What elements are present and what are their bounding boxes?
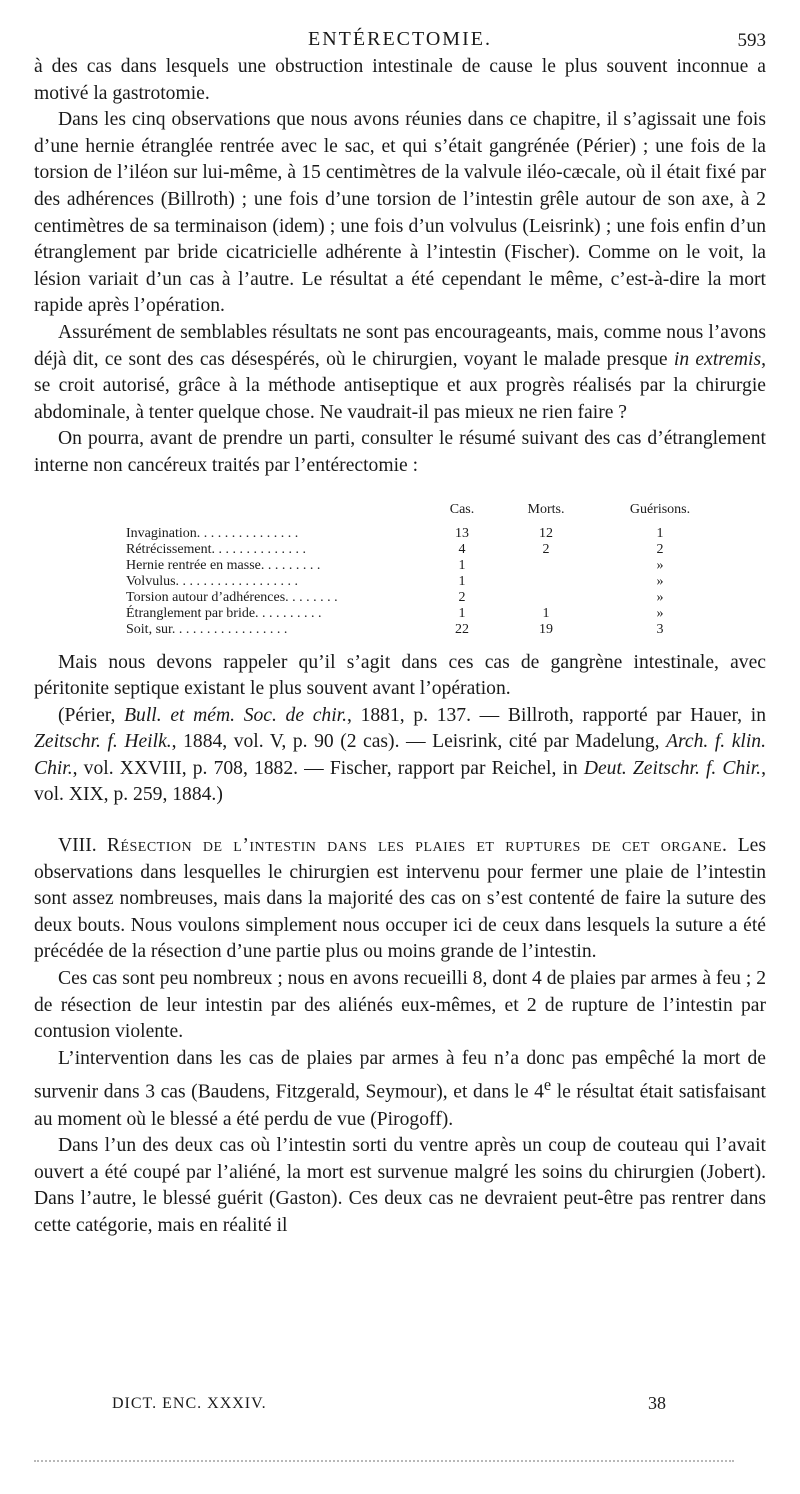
cell-cas: 4 [458, 541, 466, 557]
running-title: ENTÉRECTOMIE. [308, 28, 492, 50]
table-row [126, 606, 716, 622]
table-row-total [126, 622, 716, 638]
row-label: Étranglement par bride. . . . . . . . . . [126, 605, 322, 621]
cell-morts [488, 558, 604, 574]
page [34, 24, 766, 1240]
text-run: , vol. XXVIII, p. 708, 1882. — Fischer, rapport par Reichel, in [72, 757, 584, 779]
cell-morts [488, 590, 604, 606]
row-label: Rétrécissement. . . . . . . . . . . . . . [126, 541, 307, 557]
paragraph-5: Mais nous devons rappeler qu’il s’agit dans ces cas de gangrène intestinale, avec péritonite septique existant le plus souvent avant l’opération. [34, 651, 766, 700]
italic-citation: Arch. f. klin. Chir. [34, 731, 766, 779]
row-label: Soit, sur. . . . . . . . . . . . . . . . . [126, 621, 288, 637]
header-morts: Morts. [527, 501, 565, 517]
italic-text: in extremis [673, 348, 762, 370]
header-guerisons: Guérisons. [629, 501, 691, 517]
paragraph-9 [34, 1046, 766, 1133]
table-row [126, 542, 716, 558]
superscript: e [543, 1075, 552, 1095]
cell-morts: 2 [542, 541, 550, 557]
paragraph-3 [34, 320, 766, 426]
text-run: Les observations dans lesquelles le chirurgien est intervenu pour fermer une plaie de l’intestin sont assez nombreuses, mais dans la majorité des cas on s’est contenté de faire la suture des deux bouts. Nous voulons simplement nous occuper ici de ceux dans lesquels la suture a été précédée de la résection d’une partie plus ou moins grande de l’intestin. [34, 835, 766, 963]
running-header [34, 24, 766, 54]
header-cas: Cas. [449, 501, 475, 517]
section-heading: Résection de l’intestin dans les plaies et ruptures de cet organe. [106, 835, 728, 857]
row-label: Volvulus. . . . . . . . . . . . . . . . . . [126, 573, 299, 589]
cell-guerisons: 2 [656, 541, 664, 557]
cell-cas: 1 [458, 573, 466, 589]
cell-guerisons: » [656, 557, 664, 573]
table-row [126, 558, 716, 574]
italic-citation: Zeitschr. f. Heilk. [34, 731, 172, 753]
cell-cas: 1 [458, 557, 466, 573]
text-run: le résultat était satisfaisant au moment où le blessé a été perdu de vue (Pirogoff). [34, 1081, 766, 1130]
cell-guerisons: » [656, 605, 664, 621]
paragraph-10: Dans l’un des deux cas où l’intestin sorti du ventre après un coup de couteau qui l’avait ouvert a été coupé par l’aliéné, la mort est survenue malgré les soins du chirurgien (Jobert). Dans l’autre, le blessé guérit (Gaston). Ces deux cas ne devraient peut-être pas rentrer dans cette catégorie, mais en réalité il [34, 1135, 766, 1236]
table-row [126, 590, 716, 606]
text-run: , vol. XIX, p. 259, 1884.) [34, 757, 766, 806]
paragraph-2: Dans les cinq observations que nous avons réunies dans ce chapitre, il s’agissait une fois d’une hernie étranglée rentrée avec le sac, et qui s’était gangrénée (Périer) ; une fois de la torsion de l’iléon sur lui-même, à 15 centimètres de la valvule iléo-cæcale, où il était fixé par des adhérences (Billroth) ; une fois d’une torsion de l’intestin grêle autour de son axe, à 2 centimètres de sa terminaison (idem) ; une fois d’un volvulus (Leisrink) ; une fois enfin d’un étranglement par bride cicatricielle adhérente à l’intestin (Fischer). Comme on le voit, la lésion variait d’un cas à l’autre. Le résultat a été cependant le même, c’est-à-dire la mort rapide après l’opération. [34, 109, 766, 317]
cell-guerisons: 3 [656, 621, 664, 637]
paragraph-4: On pourra, avant de prendre un parti, consulter le résumé suivant des cas d’étranglement interne non cancéreux traités par l’entérectomie : [34, 428, 766, 476]
cell-cas: 1 [458, 605, 466, 621]
cell-cas: 22 [455, 621, 469, 637]
text-run: , 1884, vol. V, p. 90 (2 cas). — Leisrink, cité par Madelung, [171, 731, 667, 753]
text-run: , se croit autorisé, grâce à la méthode antiseptique et aux progrès réalisés par la chirurgie abdominale, à tenter quelque chose. Ne vaudrait-il pas mieux ne rien faire ? [34, 348, 766, 423]
page-number: 593 [737, 30, 766, 51]
cell-guerisons: » [656, 589, 664, 605]
table-row [126, 526, 716, 542]
cell-cas: 2 [458, 589, 466, 605]
scan-artifact-line [34, 1460, 734, 1462]
references-paragraph [34, 703, 766, 809]
cell-morts: 1 [542, 605, 550, 621]
cell-guerisons: » [656, 573, 664, 589]
table-header-row [126, 502, 716, 526]
cell-morts: 19 [539, 621, 553, 637]
summary-table [126, 502, 716, 638]
cell-morts: 12 [539, 525, 553, 541]
cell-guerisons: 1 [656, 525, 664, 541]
text-run: L’intervention dans les cas de plaies par armes à feu n’a donc pas empêché la mort de survenir dans 3 cas (Baudens, Fitzgerald, Seymour), et dans le 4 [34, 1047, 766, 1103]
paragraph-8: Ces cas sont peu nombreux ; nous en avons recueilli 8, dont 4 de plaies par armes à feu ; 2 de résection de leur intestin par des aliénés eux-mêmes, et 2 de rupture de l’intestin par contusion violente. [34, 968, 766, 1043]
row-label: Hernie rentrée en masse. . . . . . . . . [126, 557, 321, 573]
text-run: (Périer, [58, 704, 125, 726]
row-label: Invagination. . . . . . . . . . . . . . . [126, 525, 299, 541]
signature-mark: DICT. ENC. XXXIV. [112, 1395, 267, 1412]
text-run: , 1881, p. 137. — Billroth, rapporté par Hauer, in [347, 704, 766, 726]
italic-citation: Deut. Zeitschr. f. Chir. [583, 757, 762, 779]
paragraph-1: à des cas dans lesquels une obstruction intestinale de cause le plus souvent inconnue a motivé la gastrotomie. [34, 56, 766, 104]
row-label: Torsion autour d’adhérences. . . . . . . . [126, 589, 338, 605]
signature-number: 38 [648, 1393, 666, 1413]
italic-citation: Bull. et mém. Soc. de chir. [124, 704, 348, 726]
cell-cas: 13 [455, 525, 469, 541]
section-gap [34, 809, 766, 833]
section-viii-paragraph [34, 833, 766, 966]
text-run: Assurément de semblables résultats ne sont pas encourageants, mais, comme nous l’avons déjà dit, ce sont des cas désespérés, où le chirurgien, voyant le malade presque [34, 321, 766, 370]
cell-morts [488, 574, 604, 590]
section-numeral: VIII. [58, 835, 107, 857]
table-row [126, 574, 716, 590]
header-blank [126, 502, 436, 526]
